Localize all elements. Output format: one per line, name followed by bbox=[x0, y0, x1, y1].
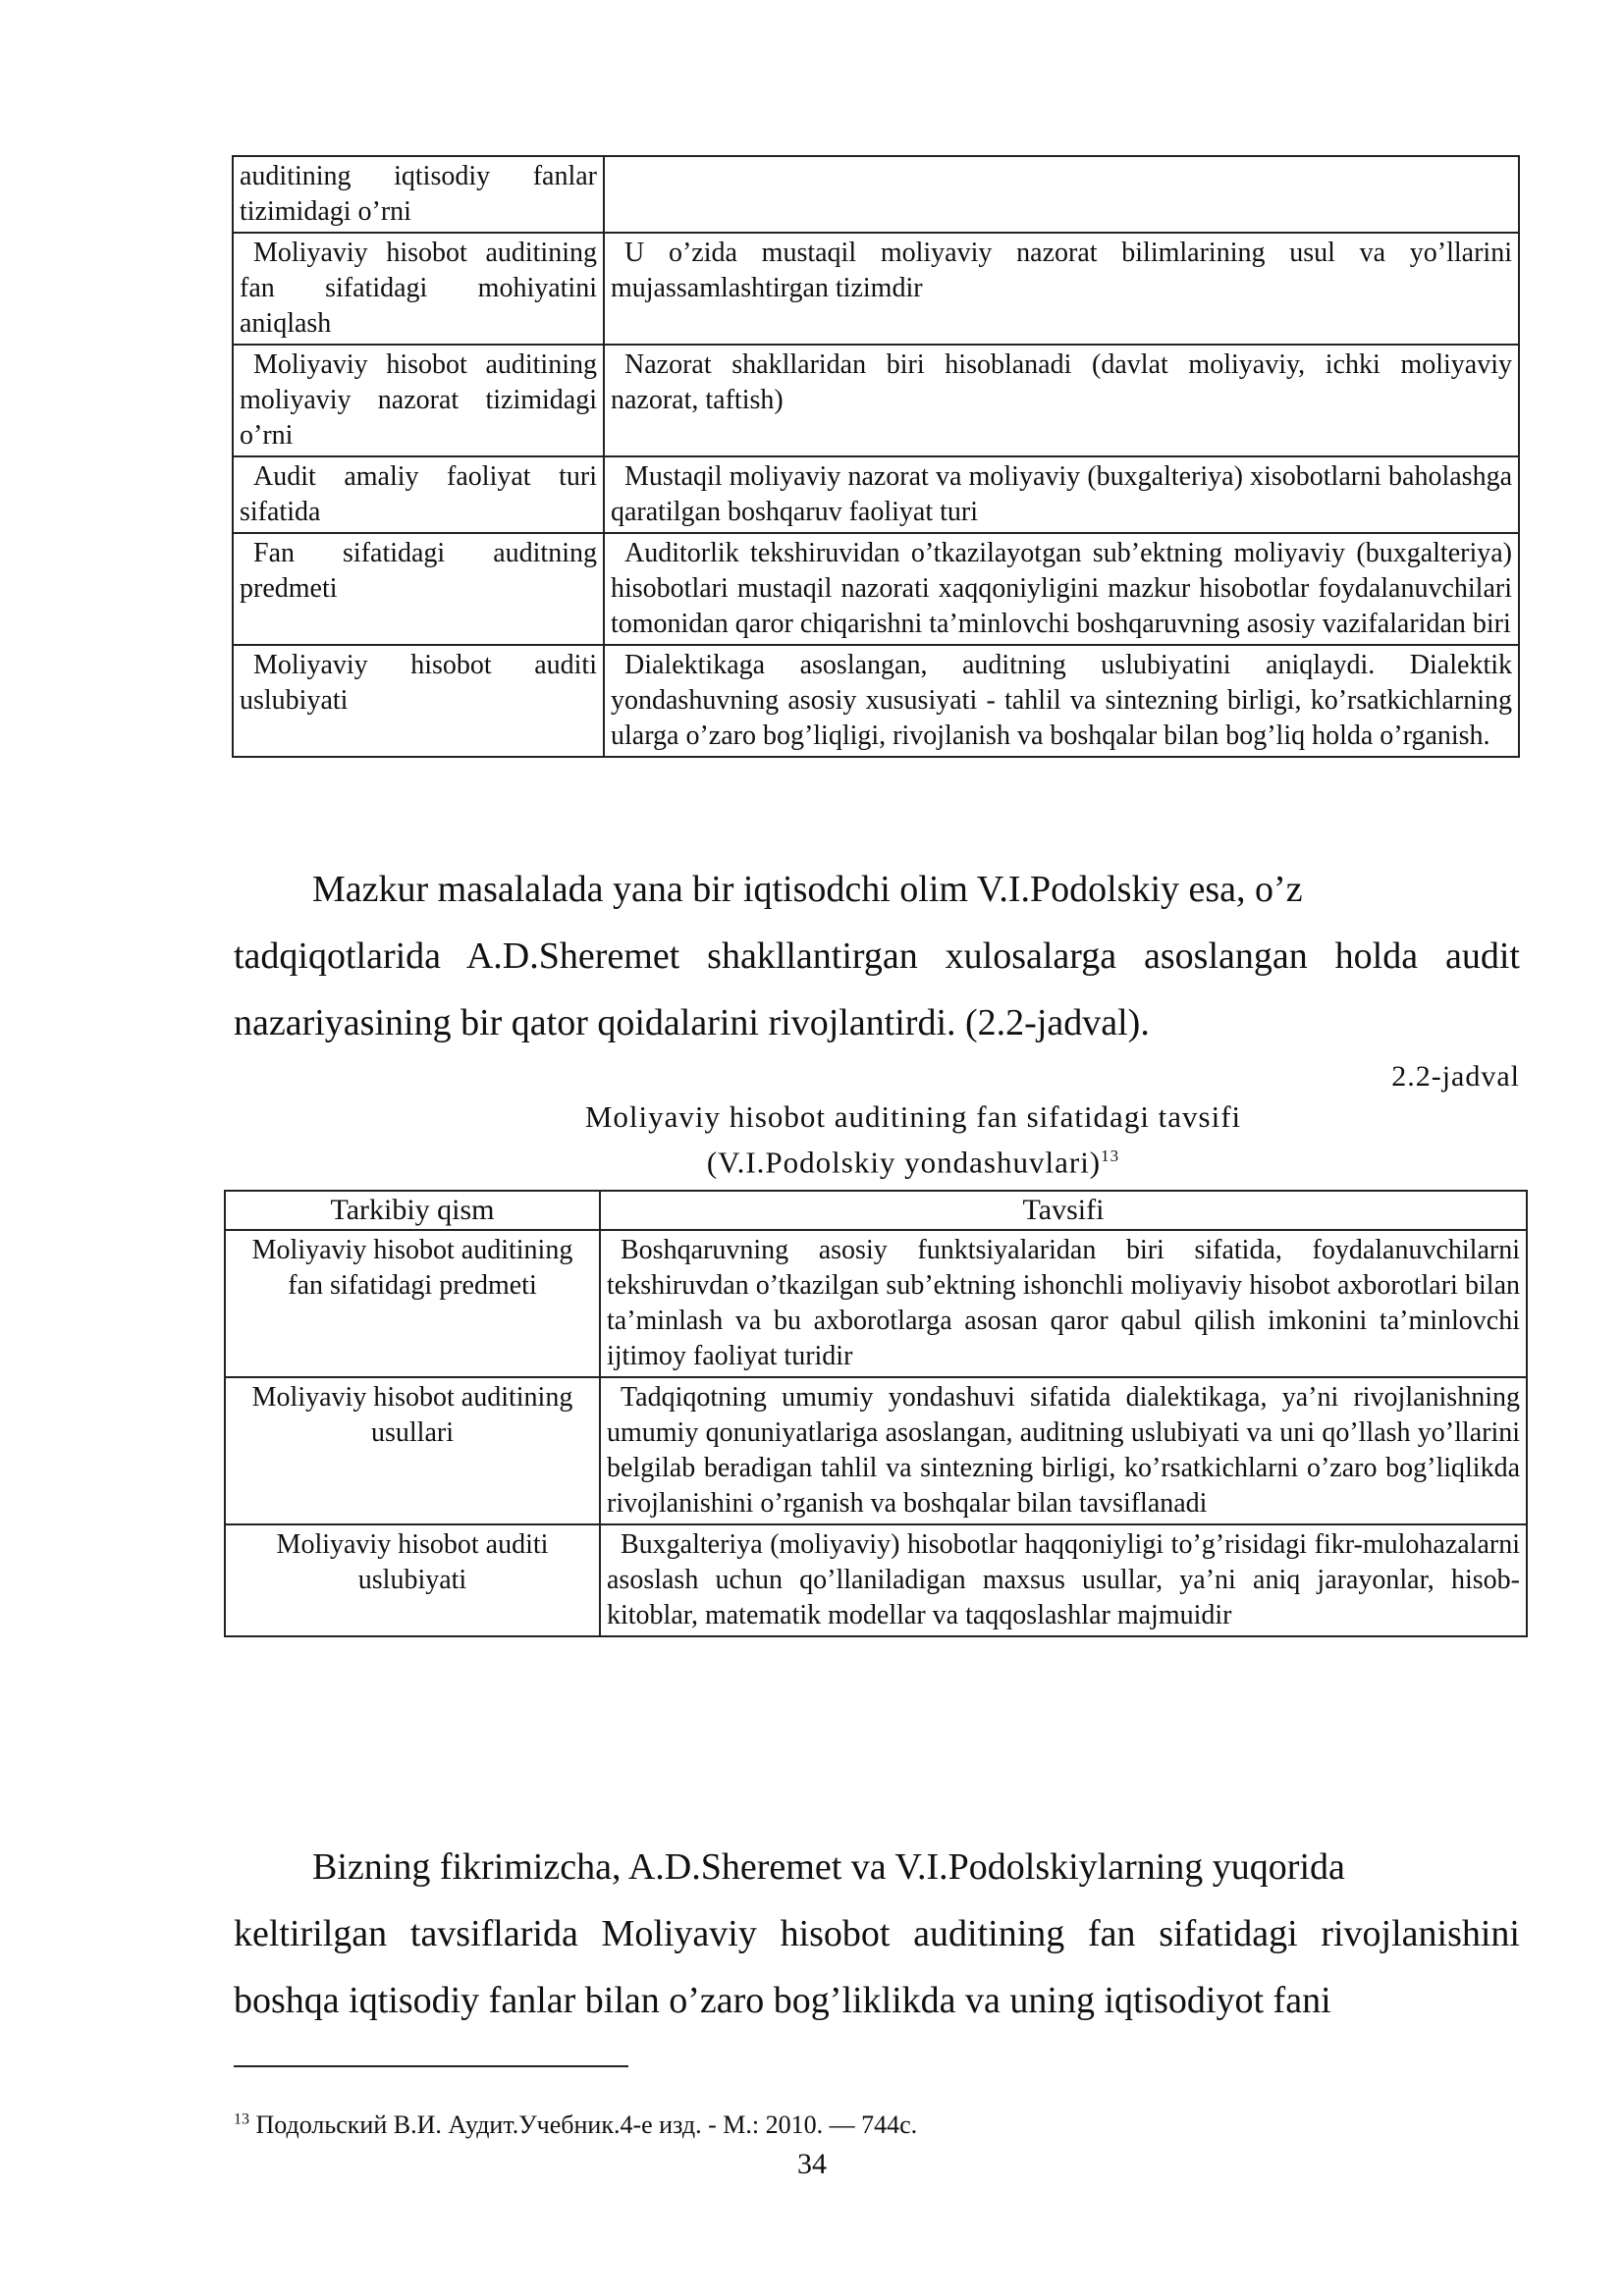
footnote-text: Подольский В.И. Аудит.Учебник.4-е изд. - М.: 2010. — 744с. bbox=[255, 2110, 918, 2139]
page-number: 34 bbox=[797, 2148, 827, 2180]
footnote bbox=[234, 2110, 917, 2140]
table-title bbox=[422, 1097, 1404, 1182]
table-cell-description: U o’zida mustaqil moliyaviy nazorat bilimlarining usul va yo’llarini mujassamlashtirgan tizimdir bbox=[604, 233, 1519, 345]
table-cell-description: Auditorlik tekshiruvidan o’tkazilayotgan sub’ektning moliyaviy (buxgalteriya) hisobotlari mustaqil nazorati xaqqoniyligini mazkur hisobotlar foydalanuvchilari tomonidan qaror chiqarishni ta’minlovchi boshqaruvning asosiy vazifalaridan biri bbox=[604, 533, 1519, 645]
table-subtitle: (V.I.Podolskiy yondashuvlari) bbox=[706, 1145, 1102, 1180]
table-cell-description: Buxgalteriya (moliyaviy) hisobotlar haqqoniyligi to’g’risidagi fikr-mulohazalarni asoslash uchun qo’llaniladigan maxsus usullar, ya’ni aniq jarayonlar, hisob-kitoblar, matematik modellar va taqqoslashlar majmuidir bbox=[600, 1524, 1527, 1636]
table-row bbox=[225, 1524, 1527, 1636]
table-title-line bbox=[422, 1137, 1404, 1182]
table-header-cell: Tarkibiy qism bbox=[225, 1191, 600, 1230]
podolskiy-table bbox=[224, 1190, 1528, 1637]
table-row bbox=[233, 233, 1519, 345]
table-row bbox=[225, 1230, 1527, 1377]
table-cell-description: Nazorat shakllaridan biri hisoblanadi (davlat moliyaviy, ichki moliyaviy nazorat, taftish) bbox=[604, 345, 1519, 456]
footnote-ref: 13 bbox=[1101, 1147, 1120, 1165]
table-row bbox=[233, 533, 1519, 645]
table-title-line: Moliyaviy hisobot auditining fan sifatidagi tavsifi bbox=[584, 1099, 1242, 1134]
table-cell-term: Fan sifatidagi auditning predmeti bbox=[233, 533, 604, 645]
table-row bbox=[233, 156, 1519, 233]
table-cell-term: Audit amaliy faoliyat turi sifatida bbox=[233, 456, 604, 533]
table-row bbox=[225, 1377, 1527, 1524]
paragraph-text: tadqiqotlarida A.D.Sheremet shakllantirgan xulosalarga asoslangan holda audit nazariyasining bir qator qoidalarini rivojlantirdi. (2.2-jadval). bbox=[234, 935, 1520, 1043]
body-paragraph bbox=[234, 856, 1520, 1056]
criteria-table-continued bbox=[232, 155, 1520, 758]
table-label: 2.2-jadval bbox=[1391, 1060, 1520, 1093]
paragraph-first-line: Mazkur masalalada yana bir iqtisodchi olim V.I.Podolskiy esa, o’z bbox=[312, 869, 1303, 910]
table-cell-description: Boshqaruvning asosiy funktsiyalaridan biri sifatida, foydalanuvchilarni tekshiruvdan o’tkazilgan sub’ektning ishonchli moliyaviy hisobot axborotlari bilan ta’minlash va bu axborotlarga asosan qaror qabul qilish imkonini ta’minlovchi ijtimoy faoliyat turidir bbox=[600, 1230, 1527, 1377]
table-row bbox=[233, 456, 1519, 533]
paragraph-text: keltirilgan tavsiflarida Moliyaviy hisobot auditining fan sifatidagi rivojlanishini boshqa iqtisodiy fanlar bilan o’zaro bog’liklikda va uning iqtisodiyot fani bbox=[234, 1913, 1520, 2021]
table-cell-description bbox=[604, 156, 1519, 233]
table-cell-description: Dialektikaga asoslangan, auditning uslubiyatini aniqlaydi. Dialektik yondashuvning asosiy xususiyati - tahlil va sintezning birligi, ko’rsatkichlarning ularga o’zaro bog’liqligi, rivojlanish va boshqalar bilan bog’liq holda o’rganish. bbox=[604, 645, 1519, 757]
table-cell-term: Moliyaviy hisobot auditi uslubiyati bbox=[225, 1524, 600, 1636]
footnote-number: 13 bbox=[234, 2110, 249, 2128]
paragraph-first-line: Bizning fikrimizcha, A.D.Sheremet va V.I.Podolskiylarning yuqorida bbox=[312, 1846, 1345, 1888]
body-paragraph bbox=[234, 1834, 1520, 2034]
table-cell-description: Tadqiqotning umumiy yondashuvi sifatida dialektikaga, ya’ni rivojlanishning umumiy qonuniyatlariga asoslangan, auditning uslubiyati va uni qo’llash yo’llarini belgilab beradigan tahlil va sintezning birligi, ko’rsatkichlarni o’zaro bog’liqlikda rivojlanishini o’rganish va boshqalar bilan tavsiflanadi bbox=[600, 1377, 1527, 1524]
table-cell-description: Mustaqil moliyaviy nazorat va moliyaviy (buxgalteriya) xisobotlarni baholashga qaratilgan boshqaruv faoliyat turi bbox=[604, 456, 1519, 533]
table-cell-term: Moliyaviy hisobot auditining moliyaviy nazorat tizimidagi o’rni bbox=[233, 345, 604, 456]
table-header-cell: Tavsifi bbox=[600, 1191, 1527, 1230]
footnote-divider bbox=[234, 2065, 628, 2067]
table-cell-term: Moliyaviy hisobot auditining fan sifatidagi predmeti bbox=[225, 1230, 600, 1377]
table-cell-term: auditining iqtisodiy fanlar tizimidagi o’rni bbox=[233, 156, 604, 233]
table-cell-term: Moliyaviy hisobot auditining usullari bbox=[225, 1377, 600, 1524]
table-header-row bbox=[225, 1191, 1527, 1230]
table-cell-term: Moliyaviy hisobot auditi uslubiyati bbox=[233, 645, 604, 757]
table-row bbox=[233, 645, 1519, 757]
table-cell-term: Moliyaviy hisobot auditining fan sifatidagi mohiyatini aniqlash bbox=[233, 233, 604, 345]
table-row bbox=[233, 345, 1519, 456]
